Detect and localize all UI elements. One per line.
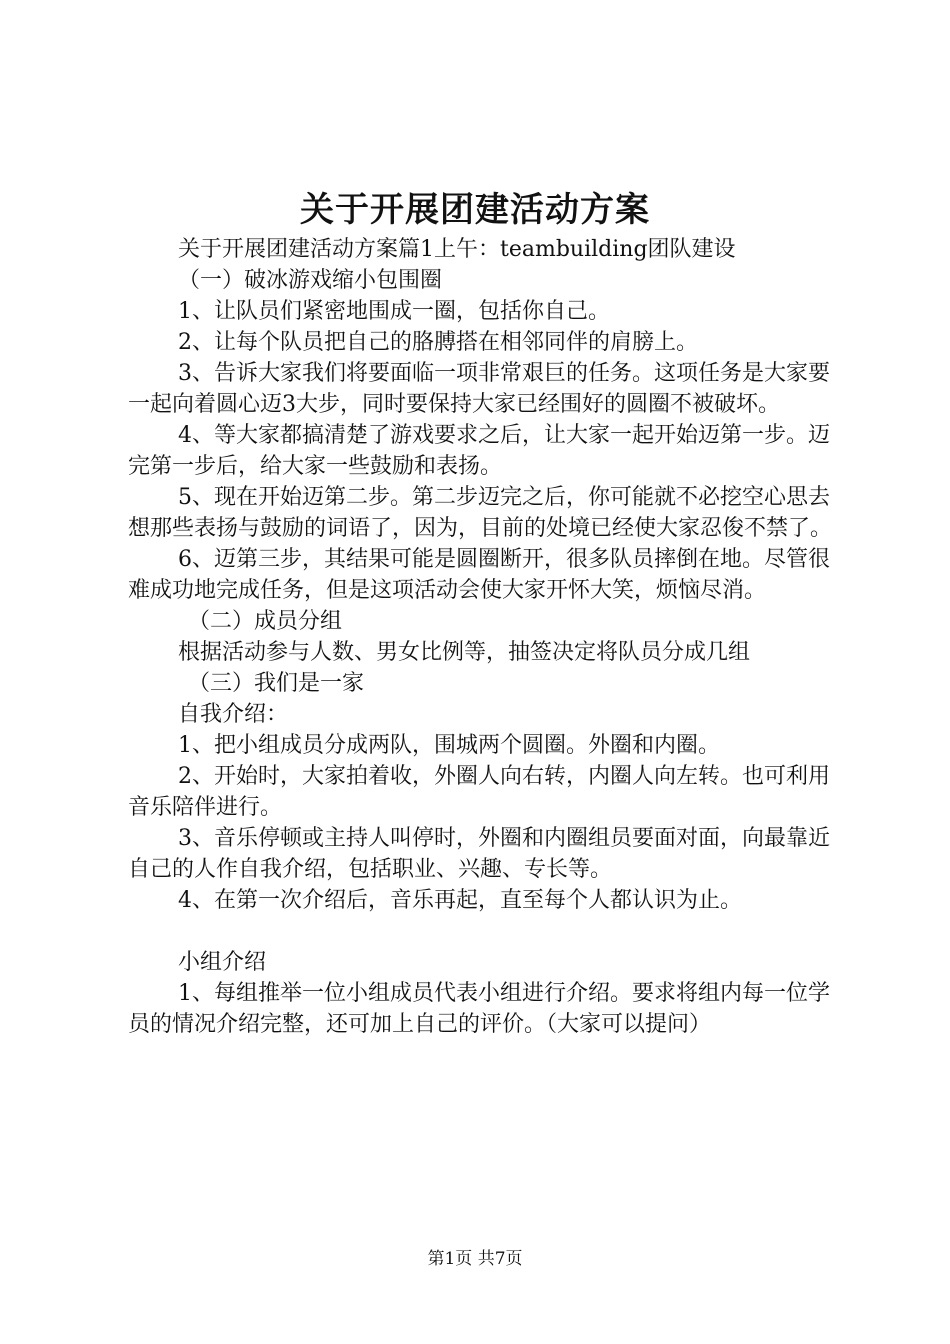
paragraph: 4、在第一次介绍后，音乐再起，直至每个人都认识为止。 xyxy=(178,888,742,913)
subheading-self-intro: 自我介绍： xyxy=(178,702,289,727)
section-heading-icebreaker: （一）破冰游戏缩小包围圈 xyxy=(178,268,443,293)
document-body xyxy=(128,234,848,1040)
section-heading-family: （三）我们是一家 xyxy=(188,671,365,696)
subheading-group-intro: 小组介绍 xyxy=(178,950,267,975)
document-title: 关于开展团建活动方案 xyxy=(300,190,650,230)
paragraph: 5、现在开始迈第二步。第二步迈完之后，你可能就不必挖空心思去想那些表扬与鼓励的词语了，因为，目前的处境已经使大家忍俊不禁了。 xyxy=(128,485,833,541)
paragraph: 6、迈第三步，其结果可能是圆圈断开，很多队员摔倒在地。尽管很难成功地完成任务，但是这项活动会使大家开怀大笑，烦恼尽消。 xyxy=(128,547,830,603)
paragraph: 4、等大家都搞清楚了游戏要求之后，让大家一起开始迈第一步。迈完第一步后，给大家一些鼓励和表扬。 xyxy=(128,423,830,479)
paragraph: 2、开始时，大家拍着收，外圈人向右转，内圈人向左转。也可利用音乐陪伴进行。 xyxy=(128,764,830,820)
paragraph: 1、每组推举一位小组成员代表小组进行介绍。要求将组内每一位学员的情况介绍完整，还可加上自己的评价。（大家可以提问） xyxy=(128,981,830,1037)
page-number: 第1页 共7页 xyxy=(427,1249,523,1269)
paragraph: 2、让每个队员把自己的胳膊搭在相邻同伴的肩膀上。 xyxy=(178,330,698,355)
paragraph: 根据活动参与人数、男女比例等，抽签决定将队员分成几组 xyxy=(178,640,751,665)
paragraph: 3、音乐停顿或主持人叫停时，外圈和内圈组员要面对面，向最靠近自己的人作自我介绍，包括职业、兴趣、专长等。 xyxy=(128,826,830,882)
paragraph: 1、把小组成员分成两队，围城两个圆圈。外圈和内圈。 xyxy=(178,733,720,758)
paragraph-intro: 关于开展团建活动方案篇1上午：teambuilding团队建设 xyxy=(178,237,736,262)
paragraph: 1、让队员们紧密地围成一圈，包括你自己。 xyxy=(178,299,610,324)
section-heading-grouping: （二）成员分组 xyxy=(188,609,343,634)
paragraph: 3、告诉大家我们将要面临一项非常艰巨的任务。这项任务是大家要一起向着圆心迈3大步，同时要保持大家已经围好的圆圈不被破坏。 xyxy=(128,361,830,417)
blank-line xyxy=(128,916,848,947)
